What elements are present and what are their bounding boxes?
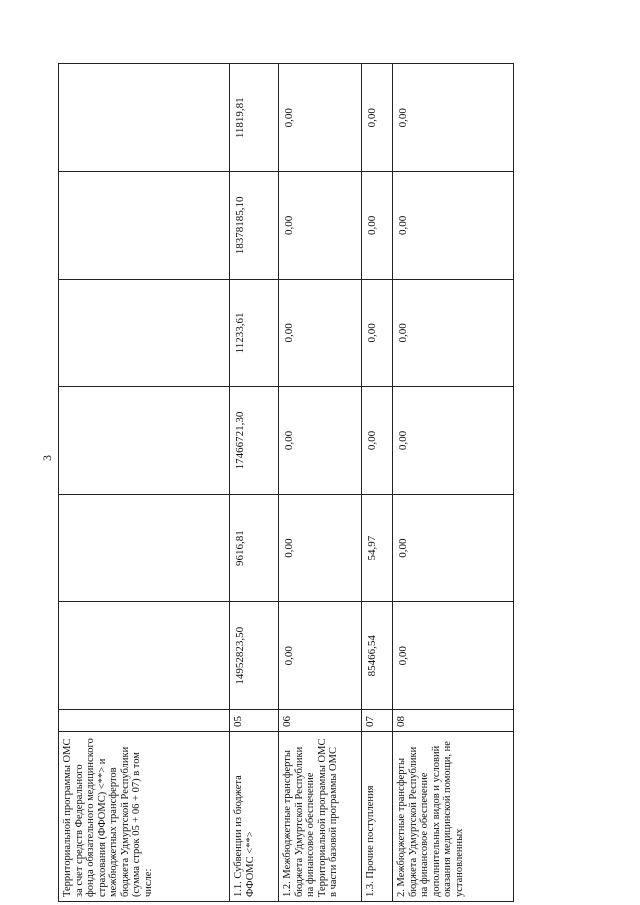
value-cell: 0,00 [393, 279, 514, 387]
value-cell: 0,00 [279, 279, 362, 387]
table-wrapper [58, 64, 465, 902]
value-cell [59, 494, 230, 602]
row-code-cell: 06 [279, 710, 362, 732]
page-number: 3 [40, 455, 54, 461]
value-cell: 0,00 [393, 387, 514, 495]
value-cell: 11819,81 [230, 64, 279, 172]
value-cell: 0,00 [279, 494, 362, 602]
value-cell: 0,00 [279, 387, 362, 495]
row-name-cell: 1.3. Прочие поступления [362, 732, 393, 902]
row-code-cell: 05 [230, 710, 279, 732]
value-cell [59, 387, 230, 495]
financing-table [58, 63, 514, 902]
row-code-cell [59, 710, 230, 732]
table-row [362, 64, 393, 902]
table-row [230, 64, 279, 902]
value-cell: 14952823,50 [230, 602, 279, 710]
row-code-cell: 07 [362, 710, 393, 732]
value-cell: 0,00 [279, 602, 362, 710]
value-cell [59, 64, 230, 172]
table-row [393, 64, 514, 902]
value-cell: 0,00 [393, 172, 514, 280]
value-cell: 0,00 [362, 172, 393, 280]
value-cell [59, 172, 230, 280]
value-cell: 0,00 [393, 602, 514, 710]
row-name-cell: Территориальной программы ОМС за счет средств Федерального фонда обязательного медицинского страхования (ФФОМС) <**> и межбюджетных трансфертов бюджета Удмуртской Республики (сумма строк 05 + 06 + 07) в том числе: [59, 732, 230, 902]
value-cell: 0,00 [393, 494, 514, 602]
row-code-cell: 08 [393, 710, 514, 732]
value-cell: 0,00 [362, 64, 393, 172]
value-cell: 0,00 [279, 172, 362, 280]
value-cell [59, 279, 230, 387]
value-cell: 9616,81 [230, 494, 279, 602]
value-cell: 54,97 [362, 494, 393, 602]
row-name-cell: 1.1. Субвенции из бюджета ФФОМС <**> [230, 732, 279, 902]
value-cell: 0,00 [362, 279, 393, 387]
value-cell: 17466721,30 [230, 387, 279, 495]
row-name-cell: 1.2. Межбюджетные трансферты бюджета Удмуртской Республики на финансовое обеспечение Территориальной программы ОМС в части базовой программы ОМС [279, 732, 362, 902]
value-cell [59, 602, 230, 710]
value-cell: 0,00 [393, 64, 514, 172]
value-cell: 85466,54 [362, 602, 393, 710]
table-row [59, 64, 230, 902]
row-name-cell: 2. Межбюджетные трансферты бюджета Удмуртской Республики на финансовое обеспечение дополнительных видов и условий оказания медицинской помощи, не установленных [393, 732, 514, 902]
table-row [279, 64, 362, 902]
value-cell: 18378185,10 [230, 172, 279, 280]
value-cell: 11233,61 [230, 279, 279, 387]
value-cell: 0,00 [362, 387, 393, 495]
value-cell: 0,00 [279, 64, 362, 172]
rotated-page [58, 64, 465, 902]
